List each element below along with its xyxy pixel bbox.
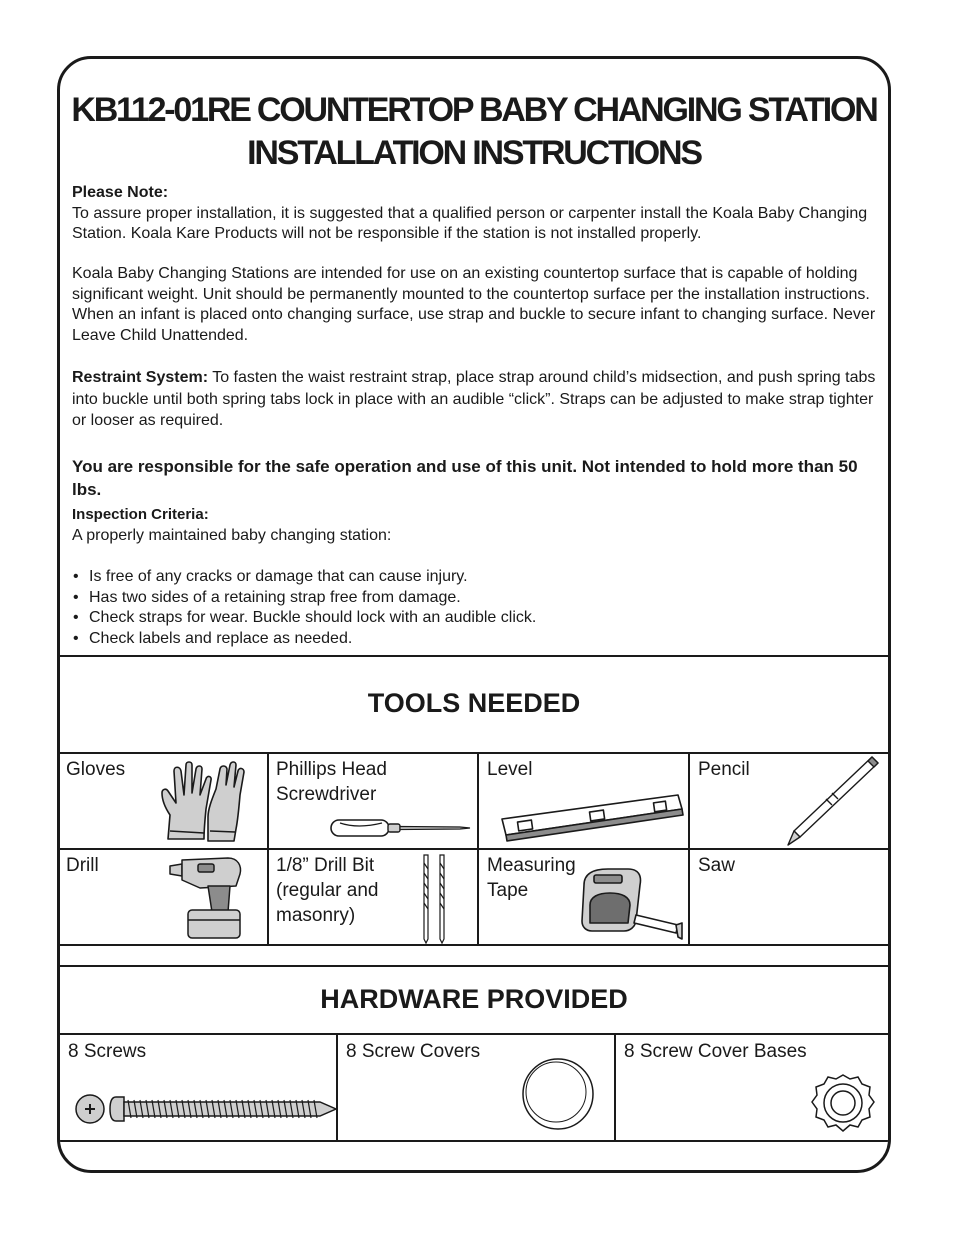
screwdriver-icon: [328, 816, 473, 840]
intended-use-text: Koala Baby Changing Stations are intended for use on an existing countertop surface that is capable of holding significant weight. Unit should be permanently mounted to the countertop surface per the installation instructions. When an infant is placed onto changing surface, use strap and buckle to secure infant to changing surface. Never Leave Child Unattended.: [72, 265, 876, 344]
divider: [60, 655, 888, 657]
inspection-item: • Is free of any cracks or damage that can cause injury.: [72, 567, 884, 588]
pencil-icon: [782, 753, 882, 847]
responsibility-warning: You are responsible for the safe operation and use of this unit. Not intended to hold more than 50 lbs.: [72, 457, 858, 499]
drill-icon: [168, 854, 248, 944]
inspection-section: [72, 505, 884, 649]
restraint-body: To fasten the waist restraint strap, place strap around child’s midsection, and push spring tabs into buckle until both spring tabs lock in place with an audible “click”. Straps can be adjusted to make strap tighter or looser as required.: [72, 369, 876, 429]
hardware-screws-label: 8 Screws: [68, 1041, 147, 1062]
divider: [60, 965, 888, 967]
column-divider: [614, 1033, 616, 1142]
tool-drill-bit-label: 1/8” Drill Bit (regular and masonry): [276, 855, 379, 926]
divider: [60, 1033, 888, 1035]
tool-pencil-label: Pencil: [698, 759, 750, 780]
drill-bit-icon: [420, 853, 448, 945]
tool-drill-label: Drill: [66, 855, 99, 876]
tools-heading: TOOLS NEEDED: [367, 688, 581, 718]
column-divider: [267, 752, 269, 946]
please-note-heading: Please Note:: [72, 184, 169, 201]
tape-measure-icon: [578, 867, 684, 943]
title-line-1: KB112-01RE COUNTERTOP BABY CHANGING STATION: [71, 91, 877, 129]
restraint-system-paragraph: [72, 367, 884, 432]
inspection-heading: Inspection Criteria:: [72, 506, 209, 523]
inspection-item: • Check labels and replace as needed.: [72, 629, 884, 650]
inspection-item: • Check straps for wear. Buckle should lock with an audible click.: [72, 608, 884, 629]
intended-use-paragraph: [72, 264, 884, 346]
tool-gloves-label: Gloves: [66, 759, 126, 780]
level-icon: [498, 789, 688, 843]
divider: [60, 944, 888, 946]
tool-tape-label: Measuring Tape: [487, 855, 576, 901]
tool-screwdriver-label: Phillips Head Screwdriver: [276, 759, 387, 805]
tool-saw-label: Saw: [698, 855, 735, 876]
please-note-section: [72, 183, 884, 245]
divider: [60, 752, 888, 754]
divider: [60, 848, 888, 850]
hardware-covers-label: 8 Screw Covers: [346, 1041, 481, 1062]
inspection-intro: A properly maintained baby changing station:: [72, 526, 392, 544]
divider: [60, 1140, 888, 1142]
column-divider: [688, 752, 690, 946]
screw-cover-icon: [518, 1055, 598, 1133]
hardware-heading: HARDWARE PROVIDED: [320, 984, 628, 1014]
tool-level-label: Level: [487, 759, 533, 780]
title-line-2: INSTALLATION INSTRUCTIONS: [247, 134, 701, 172]
screw-icon: [72, 1089, 338, 1131]
hardware-bases-label: 8 Screw Cover Bases: [624, 1041, 807, 1062]
column-divider: [477, 752, 479, 946]
inspection-item: • Has two sides of a retaining strap free from damage.: [72, 588, 884, 609]
page-title: [60, 89, 888, 175]
please-note-body: To assure proper installation, it is suggested that a qualified person or carpenter install the Koala Baby Changing Station. Koala Kare Products will not be responsible if the station is not installed properly.: [72, 204, 868, 242]
restraint-heading: Restraint System:: [72, 369, 209, 386]
instruction-sheet-frame: [57, 56, 891, 1173]
inspection-list: [72, 567, 884, 649]
gloves-icon: [158, 759, 248, 845]
screw-cover-base-icon: [808, 1071, 878, 1139]
